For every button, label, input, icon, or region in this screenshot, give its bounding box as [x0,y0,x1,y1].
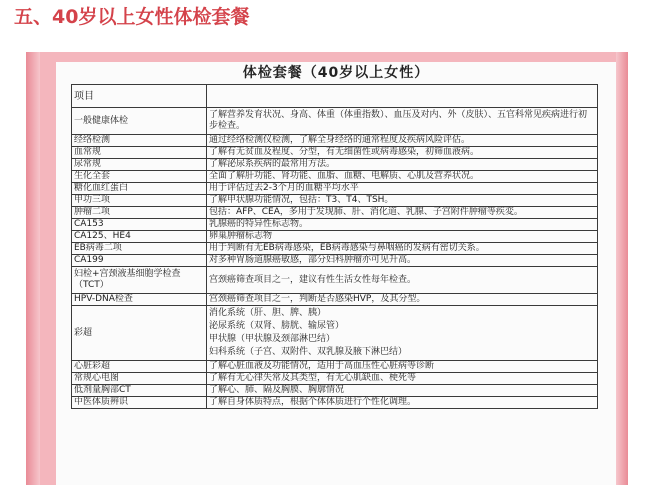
item-cell: 糖化血红蛋白 [72,183,207,195]
table-row [72,207,598,219]
item-cell: 经络检测 [72,135,207,147]
desc-cell: 了解泌尿系疾病的最常用方法。 [207,159,598,171]
table-row [72,219,598,231]
item-cell: CA153 [72,219,207,231]
table-row [72,243,598,255]
desc-cell: 了解营养发育状况、身高、体重（体重指数）、血压及对内、外（皮肤）、五官科常见疾病进行初步检查。 [207,108,598,135]
ultrasound-line: 泌尿系统（双肾、膀胱、输尿管） [209,321,345,331]
header-item-cell: 项目 [72,85,207,108]
desc-cell-ultrasound [207,306,598,361]
desc-cell: 宫颈癌筛查项目之一，建议有性生活女性每年检查。 [207,267,598,294]
checkup-package-table [71,84,598,409]
item-cell: 甲功三项 [72,195,207,207]
item-cell: 常规心电图 [72,373,207,385]
table-row [72,171,598,183]
ultrasound-line: 消化系统（肝、胆、脾、胰） [209,308,327,318]
item-cell: 肿瘤二项 [72,207,207,219]
desc-cell: 了解甲状腺功能情况，包括：T3、T4、TSH。 [207,195,598,207]
table-row [72,183,598,195]
table-header-row [72,85,598,108]
item-cell: 一般健康体检 [72,108,207,135]
table-row [72,294,598,306]
desc-cell: 了解心、肺、隔及胸膜、胸廓情况 [207,385,598,397]
item-cell: CA125、HE4 [72,231,207,243]
table-row [72,135,598,147]
item-cell: 血常规 [72,147,207,159]
table-row [72,231,598,243]
desc-cell: 包括：AFP、CEA，多用于发现肺、肝、消化道、乳腺、子宫附件肿瘤等疾変。 [207,207,598,219]
desc-cell: 全面了解肝功能、肾功能、血脂、血糖、电解质、心肌及营养状况。 [207,171,598,183]
item-cell: 彩超 [72,306,207,361]
table-row [72,267,598,294]
item-cell: 低剂量胸部CT [72,385,207,397]
desc-cell: 卵巢肿瘤标志物 [207,231,598,243]
table-title: 体检套餐（40岁以上女性） [242,65,430,81]
desc-cell: 了解有无贫血及程度、分型，有无细菌性或病毒感染，初筛血液病。 [207,147,598,159]
desc-cell: 了解有无心律失常及其类型，有无心肌缺血、梗死等 [207,373,598,385]
desc-cell: 乳腺癌的特异性标志物。 [207,219,598,231]
header-desc-cell [207,85,598,108]
desc-cell: 宫颈癌筛查项目之一，判断是否感染HVP，及其分型。 [207,294,598,306]
section-heading: 五、40岁以上女性体检套餐 [14,6,250,28]
desc-cell: 通过经络检测仪检测，了解全身经络的通常程度及疾病风险评估。 [207,135,598,147]
table-row [72,397,598,409]
table-row [72,108,598,135]
item-cell: EB病毒二项 [72,243,207,255]
table-row [72,147,598,159]
item-cell: CA199 [72,255,207,267]
desc-cell: 对多种胃肠道腺癌敏感，部分妇科肿瘤亦可见升高。 [207,255,598,267]
desc-cell: 了解心脏血液及功能情况，适用于高血压性心脏病等诊断 [207,361,598,373]
desc-cell: 用于判断有无EB病毒感染，EB病毒感染与鼻咽癌的发病有密切关系。 [207,243,598,255]
table-row [72,195,598,207]
right-torn-edge [616,52,628,485]
table-row [72,373,598,385]
item-cell: 中医体质辨识 [72,397,207,409]
table-row [72,361,598,373]
desc-cell: 了解自身体质特点，根据个体体质进行个性化调理。 [207,397,598,409]
ultrasound-line: 甲状腺（甲状腺及颈部淋巴结） [209,334,336,344]
desc-cell: 用于评估过去2-3个月的血糖平均水平 [207,183,598,195]
table-row [72,385,598,397]
item-cell: HPV-DNA检查 [72,294,207,306]
table-row [72,159,598,171]
item-cell: 生化全套 [72,171,207,183]
item-cell: 妇检+宫颈液基细胞学检查（TCT） [72,267,207,294]
item-cell: 尿常规 [72,159,207,171]
ultrasound-line: 妇科系统（子宫、双附件、双乳腺及腋下淋巴结） [209,347,408,357]
left-torn-edge [26,52,40,485]
table-row [72,255,598,267]
item-cell: 心脏彩超 [72,361,207,373]
table-row-ultrasound [72,306,598,361]
